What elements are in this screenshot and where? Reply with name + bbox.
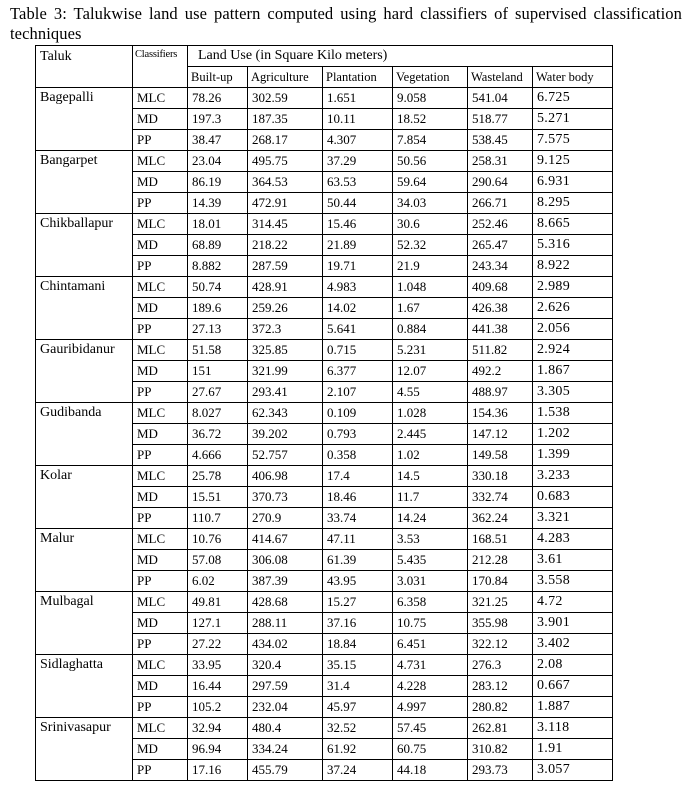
wasteland-value: 310.82 bbox=[468, 739, 533, 760]
table-row bbox=[36, 340, 613, 361]
wasteland-value: 426.38 bbox=[468, 298, 533, 319]
vegetation-value: 57.45 bbox=[393, 718, 468, 739]
plantation-value: 0.109 bbox=[323, 403, 393, 424]
wasteland-value: 409.68 bbox=[468, 277, 533, 298]
plantation-value: 31.4 bbox=[323, 676, 393, 697]
plantation-value: 61.39 bbox=[323, 550, 393, 571]
vegetation-value: 0.884 bbox=[393, 319, 468, 340]
wasteland-value: 262.81 bbox=[468, 718, 533, 739]
agriculture-value: 52.757 bbox=[248, 445, 323, 466]
land-use-header: Land Use (in Square Kilo meters) bbox=[188, 46, 613, 67]
water-body-value: 1.91 bbox=[533, 739, 613, 760]
vegetation-value: 9.058 bbox=[393, 88, 468, 109]
water-body-value: 6.931 bbox=[533, 172, 613, 193]
column-header-agriculture: Agriculture bbox=[248, 67, 323, 88]
classifier-cell: PP bbox=[133, 760, 188, 781]
plantation-value: 0.358 bbox=[323, 445, 393, 466]
water-body-value: 0.683 bbox=[533, 487, 613, 508]
wasteland-value: 154.36 bbox=[468, 403, 533, 424]
vegetation-value: 5.231 bbox=[393, 340, 468, 361]
plantation-value: 37.24 bbox=[323, 760, 393, 781]
plantation-value: 63.53 bbox=[323, 172, 393, 193]
taluk-name: Gauribidanur bbox=[36, 340, 133, 403]
plantation-value: 61.92 bbox=[323, 739, 393, 760]
built-up-value: 49.81 bbox=[188, 592, 248, 613]
agriculture-value: 325.85 bbox=[248, 340, 323, 361]
classifier-cell: MLC bbox=[133, 88, 188, 109]
vegetation-value: 7.854 bbox=[393, 130, 468, 151]
built-up-value: 50.74 bbox=[188, 277, 248, 298]
plantation-value: 33.74 bbox=[323, 508, 393, 529]
table-row bbox=[36, 88, 613, 109]
agriculture-value: 387.39 bbox=[248, 571, 323, 592]
table-row bbox=[36, 403, 613, 424]
water-body-value: 3.118 bbox=[533, 718, 613, 739]
agriculture-value: 306.08 bbox=[248, 550, 323, 571]
agriculture-value: 428.68 bbox=[248, 592, 323, 613]
column-header-wasteland: Wasteland bbox=[468, 67, 533, 88]
taluk-name: Chikballapur bbox=[36, 214, 133, 277]
agriculture-value: 297.59 bbox=[248, 676, 323, 697]
taluk-name: Gudibanda bbox=[36, 403, 133, 466]
land-use-table bbox=[35, 45, 613, 781]
wasteland-value: 280.82 bbox=[468, 697, 533, 718]
wasteland-value: 212.28 bbox=[468, 550, 533, 571]
agriculture-value: 455.79 bbox=[248, 760, 323, 781]
classifier-cell: MD bbox=[133, 487, 188, 508]
agriculture-value: 370.73 bbox=[248, 487, 323, 508]
vegetation-value: 4.228 bbox=[393, 676, 468, 697]
classifier-cell: PP bbox=[133, 382, 188, 403]
built-up-value: 189.6 bbox=[188, 298, 248, 319]
agriculture-value: 372.3 bbox=[248, 319, 323, 340]
plantation-value: 0.715 bbox=[323, 340, 393, 361]
classifier-cell: PP bbox=[133, 508, 188, 529]
built-up-value: 6.02 bbox=[188, 571, 248, 592]
vegetation-value: 21.9 bbox=[393, 256, 468, 277]
agriculture-value: 406.98 bbox=[248, 466, 323, 487]
water-body-value: 4.72 bbox=[533, 592, 613, 613]
wasteland-value: 243.34 bbox=[468, 256, 533, 277]
wasteland-value: 538.45 bbox=[468, 130, 533, 151]
vegetation-value: 1.02 bbox=[393, 445, 468, 466]
vegetation-value: 52.32 bbox=[393, 235, 468, 256]
plantation-value: 4.983 bbox=[323, 277, 393, 298]
wasteland-value: 266.71 bbox=[468, 193, 533, 214]
vegetation-value: 5.435 bbox=[393, 550, 468, 571]
plantation-value: 21.89 bbox=[323, 235, 393, 256]
plantation-value: 17.4 bbox=[323, 466, 393, 487]
vegetation-value: 44.18 bbox=[393, 760, 468, 781]
agriculture-value: 288.11 bbox=[248, 613, 323, 634]
vegetation-value: 18.52 bbox=[393, 109, 468, 130]
built-up-value: 197.3 bbox=[188, 109, 248, 130]
classifier-cell: MD bbox=[133, 613, 188, 634]
water-body-value: 3.305 bbox=[533, 382, 613, 403]
built-up-value: 32.94 bbox=[188, 718, 248, 739]
built-up-value: 23.04 bbox=[188, 151, 248, 172]
wasteland-value: 332.74 bbox=[468, 487, 533, 508]
plantation-value: 10.11 bbox=[323, 109, 393, 130]
agriculture-value: 320.4 bbox=[248, 655, 323, 676]
wasteland-value: 168.51 bbox=[468, 529, 533, 550]
wasteland-value: 252.46 bbox=[468, 214, 533, 235]
built-up-value: 151 bbox=[188, 361, 248, 382]
classifier-cell: PP bbox=[133, 445, 188, 466]
built-up-value: 127.1 bbox=[188, 613, 248, 634]
agriculture-value: 302.59 bbox=[248, 88, 323, 109]
classifier-cell: MLC bbox=[133, 403, 188, 424]
water-body-value: 2.989 bbox=[533, 277, 613, 298]
vegetation-value: 4.731 bbox=[393, 655, 468, 676]
vegetation-value: 6.451 bbox=[393, 634, 468, 655]
vegetation-value: 10.75 bbox=[393, 613, 468, 634]
classifier-cell: MD bbox=[133, 676, 188, 697]
taluk-header: Taluk bbox=[36, 46, 133, 88]
table-row bbox=[36, 718, 613, 739]
agriculture-value: 472.91 bbox=[248, 193, 323, 214]
agriculture-value: 495.75 bbox=[248, 151, 323, 172]
wasteland-value: 441.38 bbox=[468, 319, 533, 340]
agriculture-value: 364.53 bbox=[248, 172, 323, 193]
classifier-cell: PP bbox=[133, 130, 188, 151]
agriculture-value: 287.59 bbox=[248, 256, 323, 277]
built-up-value: 8.027 bbox=[188, 403, 248, 424]
built-up-value: 16.44 bbox=[188, 676, 248, 697]
taluk-name: Kolar bbox=[36, 466, 133, 529]
plantation-value: 45.97 bbox=[323, 697, 393, 718]
plantation-value: 0.793 bbox=[323, 424, 393, 445]
column-header-built-up: Built-up bbox=[188, 67, 248, 88]
taluk-name: Chintamani bbox=[36, 277, 133, 340]
agriculture-value: 39.202 bbox=[248, 424, 323, 445]
classifier-cell: PP bbox=[133, 571, 188, 592]
classifier-cell: MD bbox=[133, 739, 188, 760]
plantation-value: 5.641 bbox=[323, 319, 393, 340]
water-body-value: 3.057 bbox=[533, 760, 613, 781]
classifier-cell: PP bbox=[133, 193, 188, 214]
classifier-cell: PP bbox=[133, 697, 188, 718]
built-up-value: 27.13 bbox=[188, 319, 248, 340]
wasteland-value: 293.73 bbox=[468, 760, 533, 781]
wasteland-value: 147.12 bbox=[468, 424, 533, 445]
table-row bbox=[36, 151, 613, 172]
vegetation-value: 34.03 bbox=[393, 193, 468, 214]
water-body-value: 1.399 bbox=[533, 445, 613, 466]
vegetation-value: 4.997 bbox=[393, 697, 468, 718]
classifier-cell: MD bbox=[133, 550, 188, 571]
built-up-value: 25.78 bbox=[188, 466, 248, 487]
built-up-value: 86.19 bbox=[188, 172, 248, 193]
column-header-water-body: Water body bbox=[533, 67, 613, 88]
agriculture-value: 414.67 bbox=[248, 529, 323, 550]
classifier-cell: MD bbox=[133, 424, 188, 445]
taluk-name: Bangarpet bbox=[36, 151, 133, 214]
water-body-value: 2.626 bbox=[533, 298, 613, 319]
taluk-name: Srinivasapur bbox=[36, 718, 133, 781]
agriculture-value: 428.91 bbox=[248, 277, 323, 298]
water-body-value: 3.233 bbox=[533, 466, 613, 487]
classifier-cell: MLC bbox=[133, 466, 188, 487]
built-up-value: 110.7 bbox=[188, 508, 248, 529]
built-up-value: 38.47 bbox=[188, 130, 248, 151]
taluk-name: Sidlaghatta bbox=[36, 655, 133, 718]
wasteland-value: 488.97 bbox=[468, 382, 533, 403]
agriculture-value: 259.26 bbox=[248, 298, 323, 319]
column-header-plantation: Plantation bbox=[323, 67, 393, 88]
agriculture-value: 434.02 bbox=[248, 634, 323, 655]
vegetation-value: 59.64 bbox=[393, 172, 468, 193]
agriculture-value: 321.99 bbox=[248, 361, 323, 382]
water-body-value: 1.538 bbox=[533, 403, 613, 424]
agriculture-value: 314.45 bbox=[248, 214, 323, 235]
plantation-value: 4.307 bbox=[323, 130, 393, 151]
wasteland-value: 276.3 bbox=[468, 655, 533, 676]
classifier-cell: MD bbox=[133, 298, 188, 319]
water-body-value: 1.867 bbox=[533, 361, 613, 382]
built-up-value: 4.666 bbox=[188, 445, 248, 466]
classifier-cell: MLC bbox=[133, 277, 188, 298]
built-up-value: 96.94 bbox=[188, 739, 248, 760]
wasteland-value: 149.58 bbox=[468, 445, 533, 466]
wasteland-value: 258.31 bbox=[468, 151, 533, 172]
wasteland-value: 265.47 bbox=[468, 235, 533, 256]
water-body-value: 8.665 bbox=[533, 214, 613, 235]
built-up-value: 10.76 bbox=[188, 529, 248, 550]
table-row bbox=[36, 529, 613, 550]
wasteland-value: 492.2 bbox=[468, 361, 533, 382]
classifier-cell: MLC bbox=[133, 655, 188, 676]
plantation-value: 43.95 bbox=[323, 571, 393, 592]
wasteland-value: 518.77 bbox=[468, 109, 533, 130]
table-row bbox=[36, 277, 613, 298]
vegetation-value: 1.67 bbox=[393, 298, 468, 319]
built-up-value: 78.26 bbox=[188, 88, 248, 109]
agriculture-value: 480.4 bbox=[248, 718, 323, 739]
built-up-value: 105.2 bbox=[188, 697, 248, 718]
built-up-value: 15.51 bbox=[188, 487, 248, 508]
built-up-value: 36.72 bbox=[188, 424, 248, 445]
plantation-value: 47.11 bbox=[323, 529, 393, 550]
classifier-cell: MLC bbox=[133, 529, 188, 550]
table-row bbox=[36, 214, 613, 235]
water-body-value: 8.295 bbox=[533, 193, 613, 214]
agriculture-value: 268.17 bbox=[248, 130, 323, 151]
wasteland-value: 511.82 bbox=[468, 340, 533, 361]
taluk-name: Mulbagal bbox=[36, 592, 133, 655]
vegetation-value: 12.07 bbox=[393, 361, 468, 382]
built-up-value: 51.58 bbox=[188, 340, 248, 361]
wasteland-value: 321.25 bbox=[468, 592, 533, 613]
plantation-value: 37.29 bbox=[323, 151, 393, 172]
plantation-value: 37.16 bbox=[323, 613, 393, 634]
vegetation-value: 60.75 bbox=[393, 739, 468, 760]
plantation-value: 14.02 bbox=[323, 298, 393, 319]
water-body-value: 5.316 bbox=[533, 235, 613, 256]
wasteland-value: 322.12 bbox=[468, 634, 533, 655]
vegetation-value: 2.445 bbox=[393, 424, 468, 445]
classifier-cell: MD bbox=[133, 172, 188, 193]
vegetation-value: 4.55 bbox=[393, 382, 468, 403]
table-row bbox=[36, 466, 613, 487]
classifier-cell: MD bbox=[133, 361, 188, 382]
built-up-value: 27.22 bbox=[188, 634, 248, 655]
classifier-cell: MLC bbox=[133, 718, 188, 739]
taluk-name: Bagepalli bbox=[36, 88, 133, 151]
water-body-value: 0.667 bbox=[533, 676, 613, 697]
water-body-value: 6.725 bbox=[533, 88, 613, 109]
water-body-value: 9.125 bbox=[533, 151, 613, 172]
wasteland-value: 283.12 bbox=[468, 676, 533, 697]
water-body-value: 1.202 bbox=[533, 424, 613, 445]
plantation-value: 18.84 bbox=[323, 634, 393, 655]
water-body-value: 2.056 bbox=[533, 319, 613, 340]
water-body-value: 5.271 bbox=[533, 109, 613, 130]
vegetation-value: 6.358 bbox=[393, 592, 468, 613]
classifiers-header: Classifiers bbox=[133, 46, 188, 88]
built-up-value: 17.16 bbox=[188, 760, 248, 781]
vegetation-value: 14.5 bbox=[393, 466, 468, 487]
water-body-value: 1.887 bbox=[533, 697, 613, 718]
table-caption: Table 3: Talukwise land use pattern computed using hard classifiers of supervised classification techniques bbox=[10, 4, 682, 43]
vegetation-value: 50.56 bbox=[393, 151, 468, 172]
plantation-value: 6.377 bbox=[323, 361, 393, 382]
classifier-cell: PP bbox=[133, 634, 188, 655]
built-up-value: 57.08 bbox=[188, 550, 248, 571]
wasteland-value: 330.18 bbox=[468, 466, 533, 487]
agriculture-value: 334.24 bbox=[248, 739, 323, 760]
built-up-value: 33.95 bbox=[188, 655, 248, 676]
water-body-value: 7.575 bbox=[533, 130, 613, 151]
plantation-value: 32.52 bbox=[323, 718, 393, 739]
water-body-value: 2.08 bbox=[533, 655, 613, 676]
water-body-value: 3.402 bbox=[533, 634, 613, 655]
agriculture-value: 232.04 bbox=[248, 697, 323, 718]
vegetation-value: 14.24 bbox=[393, 508, 468, 529]
built-up-value: 68.89 bbox=[188, 235, 248, 256]
water-body-value: 4.283 bbox=[533, 529, 613, 550]
vegetation-value: 11.7 bbox=[393, 487, 468, 508]
classifier-cell: MD bbox=[133, 235, 188, 256]
plantation-value: 15.46 bbox=[323, 214, 393, 235]
classifier-cell: MLC bbox=[133, 151, 188, 172]
taluk-name: Malur bbox=[36, 529, 133, 592]
water-body-value: 3.901 bbox=[533, 613, 613, 634]
water-body-value: 3.321 bbox=[533, 508, 613, 529]
plantation-value: 18.46 bbox=[323, 487, 393, 508]
classifier-cell: MLC bbox=[133, 340, 188, 361]
plantation-value: 1.651 bbox=[323, 88, 393, 109]
agriculture-value: 187.35 bbox=[248, 109, 323, 130]
table-row bbox=[36, 592, 613, 613]
agriculture-value: 293.41 bbox=[248, 382, 323, 403]
wasteland-value: 355.98 bbox=[468, 613, 533, 634]
built-up-value: 8.882 bbox=[188, 256, 248, 277]
agriculture-value: 270.9 bbox=[248, 508, 323, 529]
classifier-cell: MD bbox=[133, 109, 188, 130]
column-header-vegetation: Vegetation bbox=[393, 67, 468, 88]
plantation-value: 50.44 bbox=[323, 193, 393, 214]
vegetation-value: 3.031 bbox=[393, 571, 468, 592]
wasteland-value: 362.24 bbox=[468, 508, 533, 529]
agriculture-value: 218.22 bbox=[248, 235, 323, 256]
water-body-value: 3.558 bbox=[533, 571, 613, 592]
water-body-value: 2.924 bbox=[533, 340, 613, 361]
built-up-value: 27.67 bbox=[188, 382, 248, 403]
wasteland-value: 290.64 bbox=[468, 172, 533, 193]
table-row bbox=[36, 655, 613, 676]
agriculture-value: 62.343 bbox=[248, 403, 323, 424]
wasteland-value: 541.04 bbox=[468, 88, 533, 109]
vegetation-value: 30.6 bbox=[393, 214, 468, 235]
plantation-value: 19.71 bbox=[323, 256, 393, 277]
vegetation-value: 1.048 bbox=[393, 277, 468, 298]
wasteland-value: 170.84 bbox=[468, 571, 533, 592]
vegetation-value: 1.028 bbox=[393, 403, 468, 424]
classifier-cell: PP bbox=[133, 319, 188, 340]
classifier-cell: MLC bbox=[133, 214, 188, 235]
classifier-cell: MLC bbox=[133, 592, 188, 613]
plantation-value: 15.27 bbox=[323, 592, 393, 613]
header-row-top bbox=[36, 46, 613, 67]
built-up-value: 18.01 bbox=[188, 214, 248, 235]
plantation-value: 35.15 bbox=[323, 655, 393, 676]
water-body-value: 8.922 bbox=[533, 256, 613, 277]
water-body-value: 3.61 bbox=[533, 550, 613, 571]
vegetation-value: 3.53 bbox=[393, 529, 468, 550]
plantation-value: 2.107 bbox=[323, 382, 393, 403]
classifier-cell: PP bbox=[133, 256, 188, 277]
built-up-value: 14.39 bbox=[188, 193, 248, 214]
